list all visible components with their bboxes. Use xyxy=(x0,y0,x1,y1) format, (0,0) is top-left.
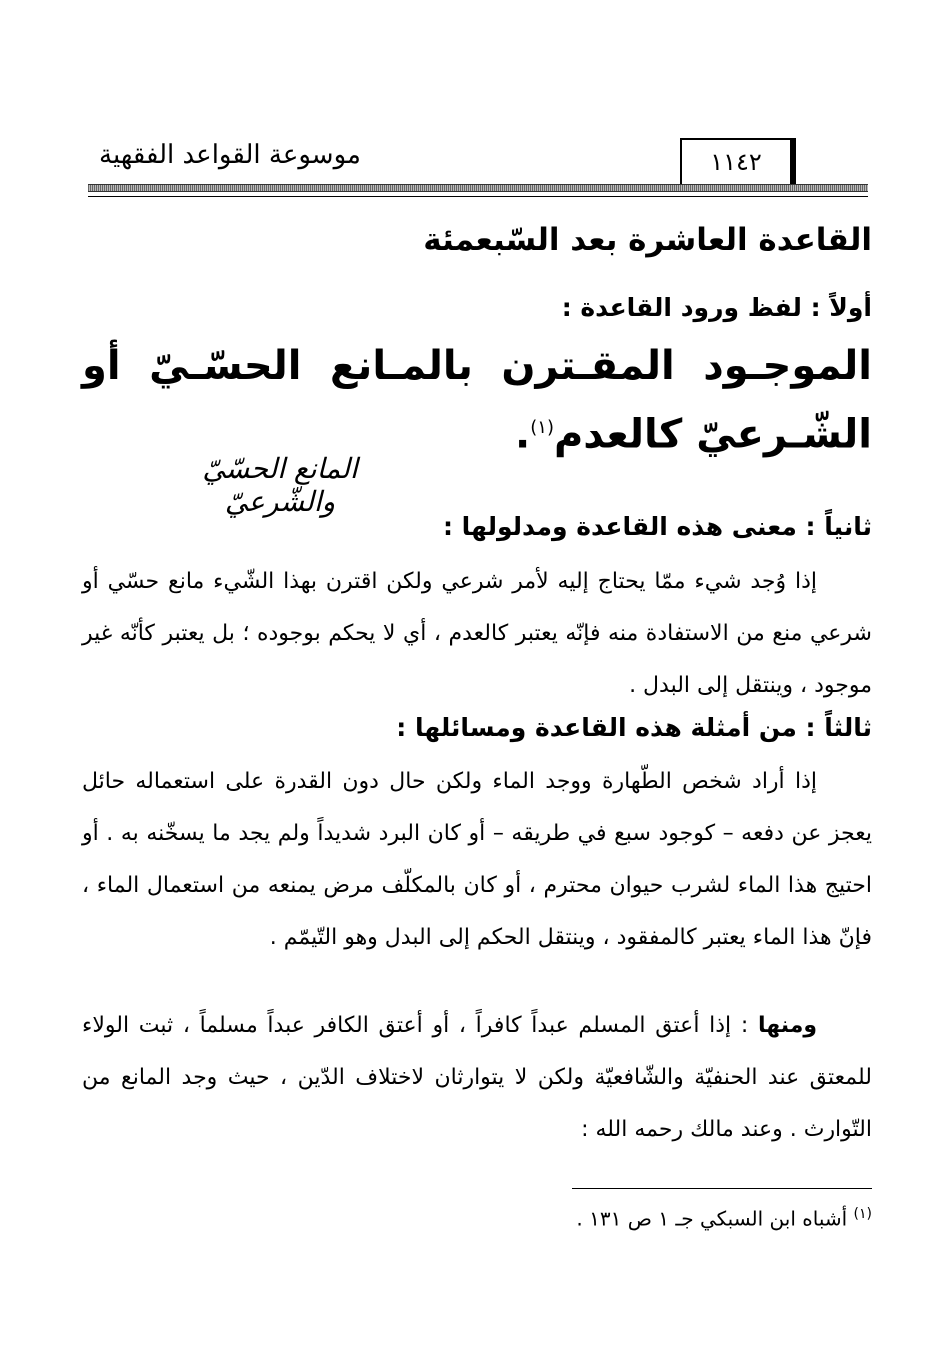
rule-text xyxy=(82,335,872,465)
rule-text-footnote-ref: (١) xyxy=(530,417,554,438)
section3-heading: ثالثاً : من أمثلة هذه القاعدة ومسائلها : xyxy=(396,713,872,742)
page-number: ١١٤٢ xyxy=(680,138,796,184)
section3-paragraph2-text: : إذا أعتق المسلم عبداً كافراً ، أو أعتق الكافر عبداً مسلماً ، ثبت الولاء للمعتق عند الحنفيّة والشّافعيّة ولكن لا يتوارثان لاختلاف الدّين ، حيث وجد المانع من التّوارث . وعند مالك رحمه الله : xyxy=(82,1013,872,1142)
section1-heading: أولاً : لفظ ورود القاعدة : xyxy=(561,293,872,322)
header-rule xyxy=(88,184,868,192)
rule-name: المانع الحسّيّ والشّرعيّ xyxy=(202,452,358,518)
footnote-marker: (١) xyxy=(853,1206,872,1222)
footnote-text: أشباه ابن السبكي جـ ١ ص ١٣١ . xyxy=(576,1206,848,1231)
section2-paragraph-text: إذا وُجد شيء ممّا يحتاج إليه لأمر شرعي ولكن اقترن بهذا الشّيء مانع حسّي أو شرعي منع من الاستفادة منه فإنّه يعتبر كالعدم ، أي لا يحكم بوجوده ؛ بل يعتبر كأنّه غير موجود ، وينتقل إلى البدل . xyxy=(82,569,872,698)
section3-paragraph2-lead: ومنها xyxy=(757,1013,818,1038)
rule-text-body: الموجـود المقـترن بالمـانع الحسّـيّ أو الشّـرعيّ كالعدم xyxy=(82,343,872,458)
section3-paragraph1-text: إذا أراد شخص الطّهارة ووجد الماء ولكن حال دون القدرة على استعماله حائل يعجز عن دفعه – كوجود سبع في طريقه – أو كان البرد شديداً ولم يجد ما يسخّنه به . أو احتيج هذا الماء لشرب حيوان محترم ، أو كان بالمكلّف مرض يمنعه من استعمال الماء ، فإنّ هذا الماء يعتبر كالمفقود ، وينتقل الحكم إلى البدل وهو التّيمّم . xyxy=(82,769,872,950)
rule-text-end: . xyxy=(515,411,531,458)
section2-paragraph xyxy=(82,556,872,712)
header-rule-thin xyxy=(88,196,868,197)
footnote-rule xyxy=(572,1188,872,1189)
section3-paragraph2 xyxy=(82,1000,872,1156)
rule-heading: القاعدة العاشرة بعد السّبعمئة xyxy=(423,222,872,258)
section3-paragraph1 xyxy=(82,756,872,964)
section2-heading: ثانياً : معنى هذه القاعدة ومدلولها : xyxy=(442,512,872,541)
header-title: موسوعة القواعد الفقهية xyxy=(99,140,361,170)
footnote xyxy=(92,1206,872,1231)
